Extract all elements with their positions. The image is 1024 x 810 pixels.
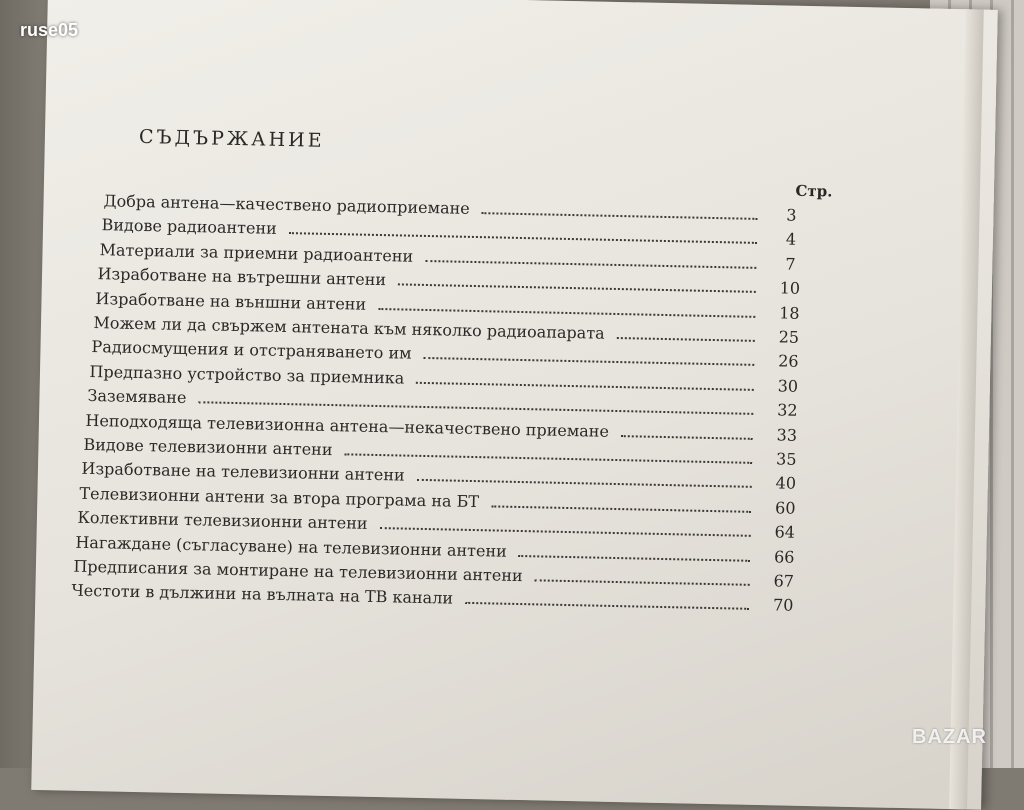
toc-entry-page-number: 25 [778, 327, 800, 347]
toc-entry-page-number: 66 [773, 546, 795, 567]
toc-entry-title: Предпазно устройство за приемника [89, 361, 405, 388]
watermark-text: ruse05 [20, 20, 79, 40]
dot-leader [482, 199, 758, 220]
toc-entry-page-number: 40 [775, 473, 797, 494]
page-edge [949, 9, 984, 809]
toc-entry-title: Изработване на телевизионни антени [81, 459, 405, 485]
toc-entry-page-number: 60 [774, 498, 796, 518]
toc-entry-page-number: 4 [785, 229, 797, 250]
dot-leader [621, 422, 753, 440]
dot-leader [535, 566, 750, 586]
toc-entry-page-number: 30 [777, 376, 799, 396]
toc-entry-title: Изработване на външни антени [95, 288, 367, 314]
toc-entry-page-number: 35 [775, 449, 797, 469]
toc-entry-page-number: 7 [785, 254, 796, 274]
toc-entry-title: Можем ли да свържем антената към няколко радиоапарата [93, 313, 605, 343]
toc-list [32, 0, 948, 789]
toc-entry-page-number: 70 [772, 595, 794, 616]
toc-entry-title: Изработване на вътрешни антени [97, 264, 387, 290]
toc-entry-title: Неподходяща телевизионна антена—некачествено приемане [85, 410, 610, 441]
toc-entry-title: Нагаждане (съгласуване) на телевизионни антени [75, 532, 508, 561]
toc-entry-page-number: 10 [779, 278, 801, 299]
toc-title: СЪДЪРЖАНИЕ [138, 125, 325, 152]
toc-entry-title: Заземяване [87, 386, 187, 408]
toc-entry-title: Предписания за монтиране на телевизионни антени [73, 556, 523, 586]
toc-entry-title: Телевизионни антени за втора програма на БТ [79, 483, 480, 511]
toc-entry-page-number: 26 [777, 351, 799, 372]
toc-entry-title: Видове телевизионни антени [83, 434, 333, 460]
toc-entry-page-number: 64 [774, 522, 796, 542]
toc-entry-title: Колективни телевизионни антени [77, 507, 368, 533]
bazar-logo: BAZAR [912, 726, 987, 748]
toc-entry-title: Честоти в дължини на вълната на ТВ канали [71, 581, 454, 609]
toc-entry-page-number: 32 [776, 400, 798, 420]
book-page [31, 0, 998, 810]
toc-entry-page-number: 67 [773, 571, 795, 591]
toc-entry-title: Добра антена—качествено радиоприемане [103, 191, 470, 218]
toc-entry-page-number: 33 [776, 424, 798, 445]
toc-entry-title: Радиосмущения и отстраняването им [91, 337, 412, 364]
toc-entry-page-number: 18 [779, 302, 800, 323]
toc-entry-title: Материали за приемни радиоантени [99, 239, 414, 266]
dot-leader [617, 324, 756, 342]
toc-entry-page-number: 3 [786, 205, 797, 225]
page-column-label: Стр. [795, 181, 833, 201]
toc-entry-title: Видове радиоантени [101, 215, 277, 239]
